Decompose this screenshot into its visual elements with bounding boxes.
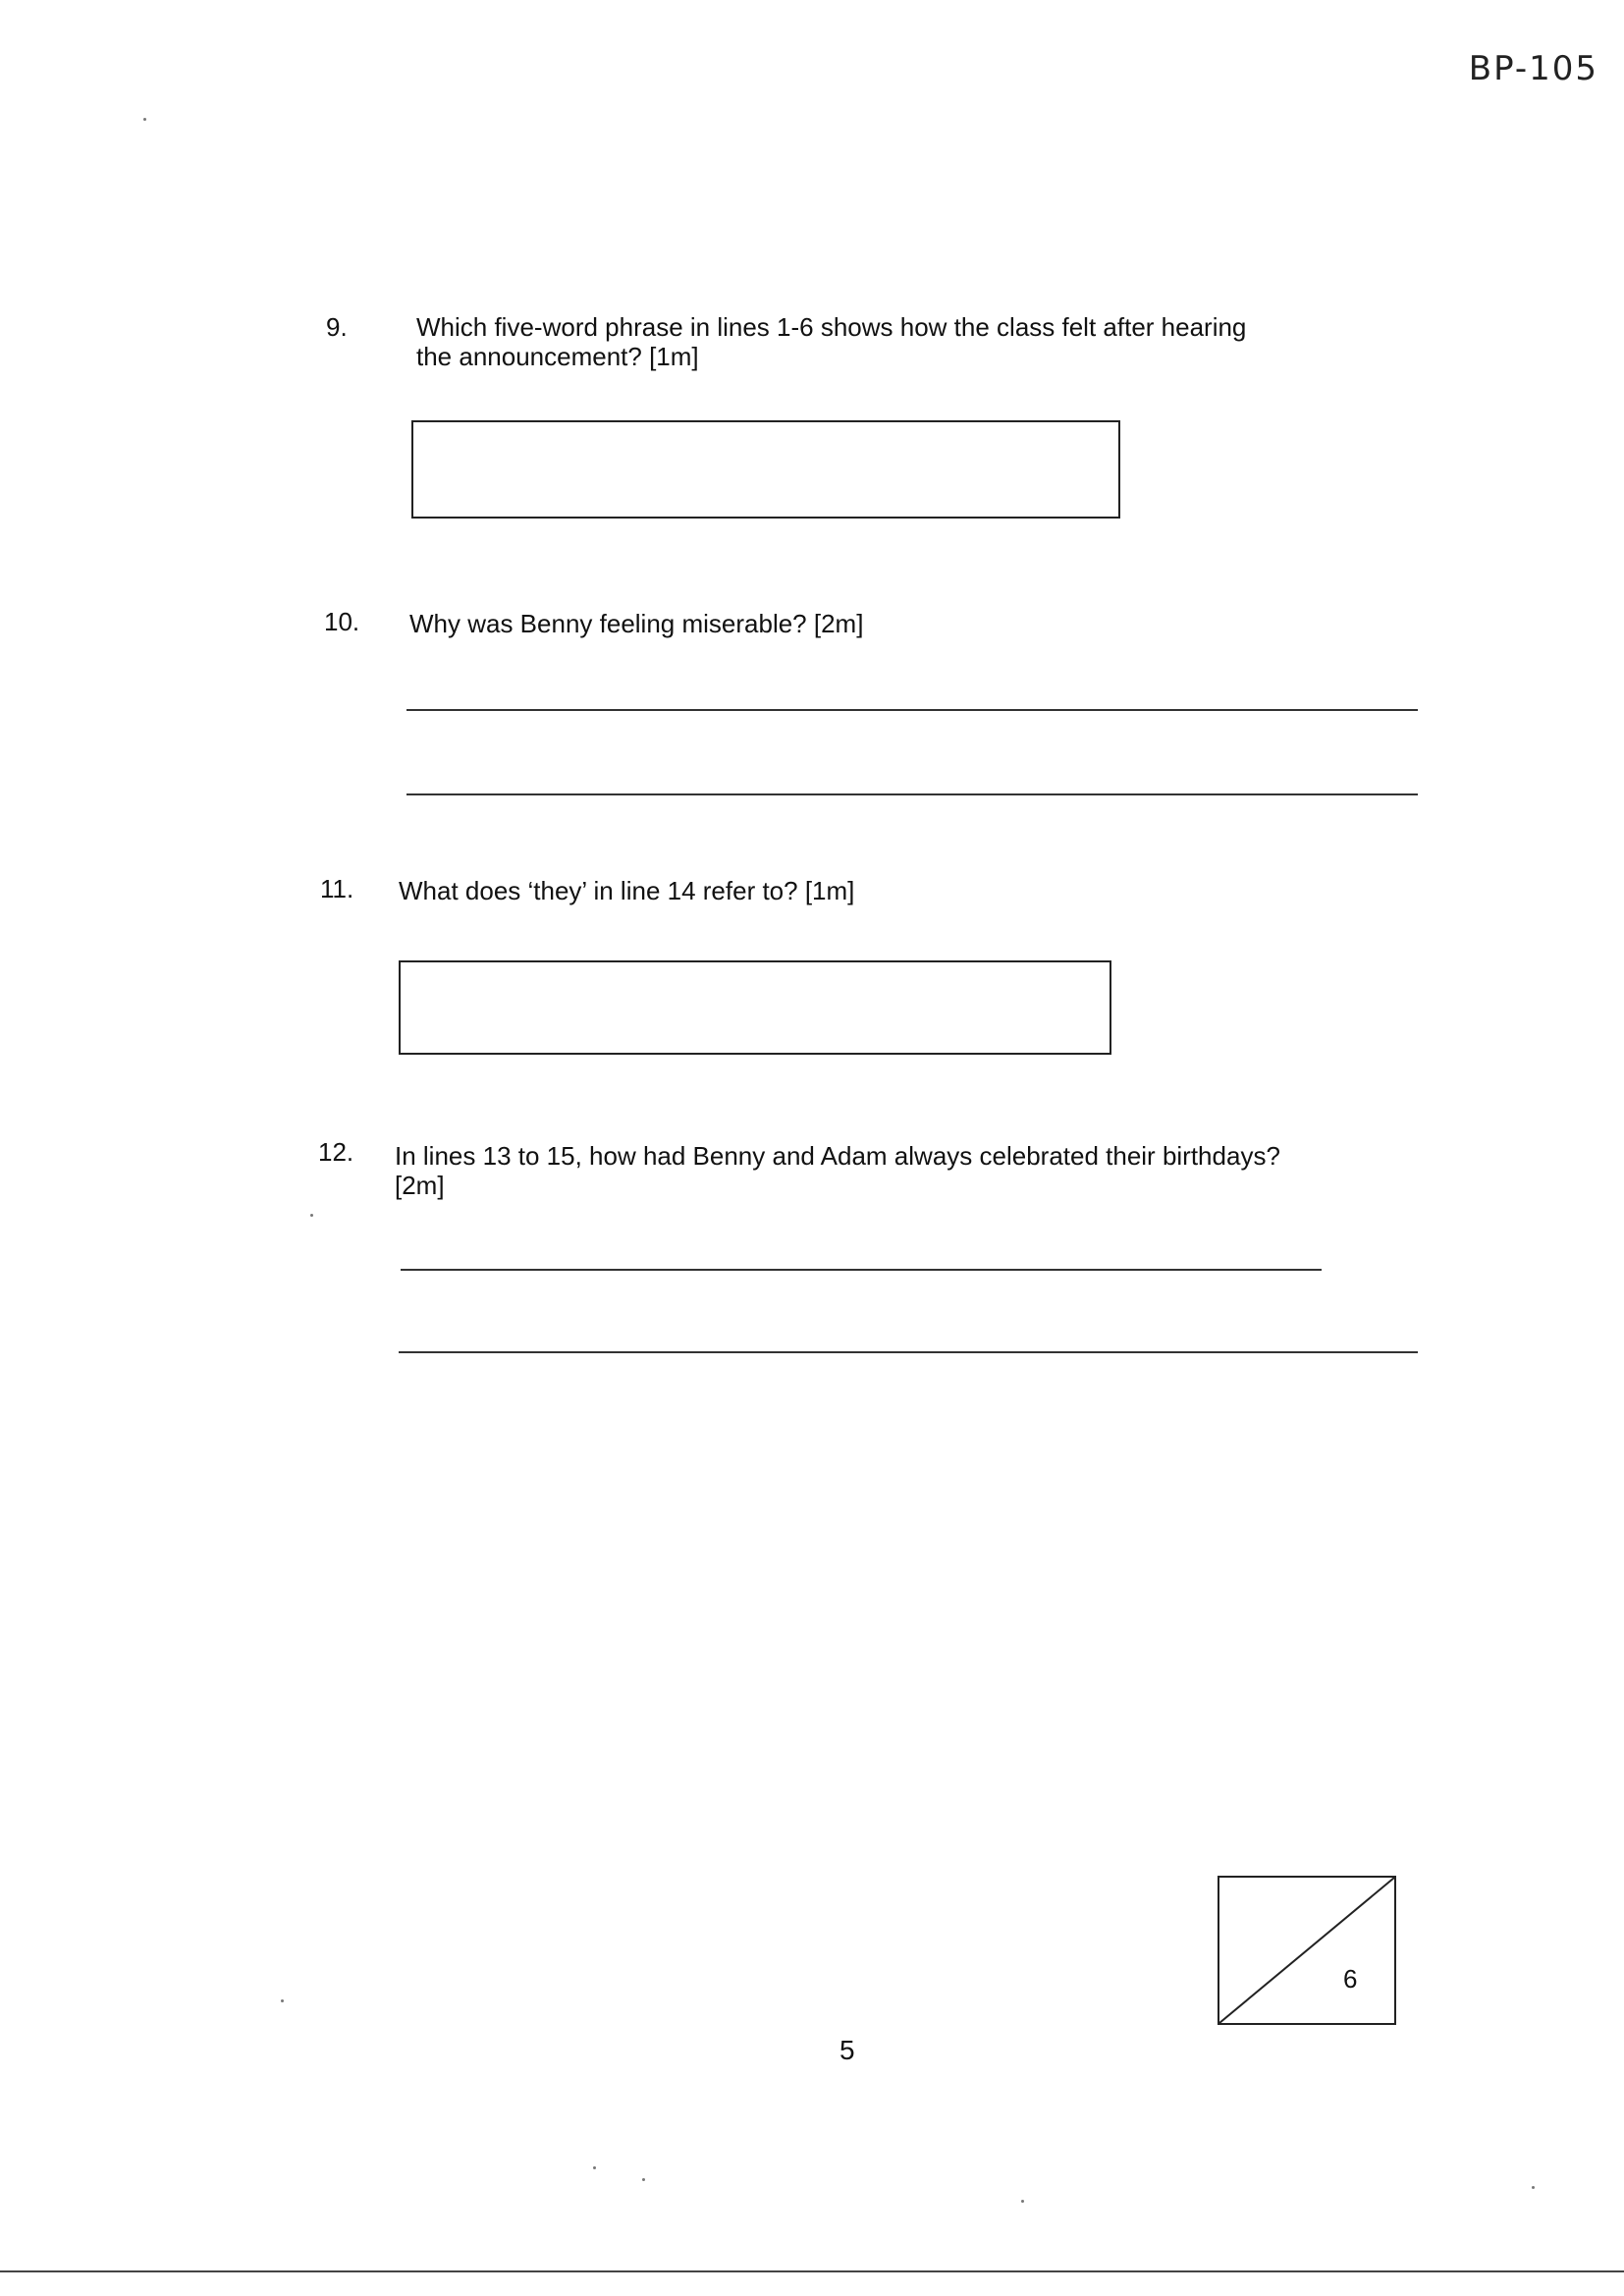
question-12-answer-line-2[interactable]: [399, 1351, 1418, 1353]
scan-speck: [1532, 2186, 1535, 2189]
question-10-text-line1: Why was Benny feeling miserable? [2m]: [409, 609, 864, 638]
bottom-rule: [0, 2270, 1624, 2272]
question-9-text-line2: the announcement? [1m]: [416, 342, 699, 371]
score-total: 6: [1343, 1964, 1358, 1994]
page-number: 5: [839, 2035, 855, 2065]
question-10-number: 10.: [324, 607, 360, 636]
question-9-answer-box[interactable]: [411, 420, 1120, 519]
scan-speck: [593, 2166, 596, 2169]
scan-speck: [642, 2178, 645, 2181]
page-code: BP-105: [1468, 49, 1598, 88]
question-11-number: 11.: [320, 874, 354, 903]
question-9-text: [416, 312, 1246, 371]
question-10-text: [409, 609, 863, 638]
score-box-diagonal: [1218, 1876, 1396, 2025]
question-12-number: 12.: [318, 1137, 354, 1167]
question-11-answer-box[interactable]: [399, 960, 1111, 1055]
scan-speck: [281, 1999, 284, 2002]
question-9-number: 9.: [326, 312, 348, 342]
scan-speck: [310, 1214, 313, 1217]
question-12-text: [395, 1141, 1280, 1200]
question-11-text-line1: What does ‘they’ in line 14 refer to? [1m]: [399, 876, 855, 905]
question-10-answer-line-2[interactable]: [406, 793, 1418, 795]
question-12-text-line2: [2m]: [395, 1171, 445, 1200]
question-11-text: [399, 876, 854, 905]
score-box: [1218, 1876, 1396, 2025]
scan-speck: [143, 118, 146, 121]
scan-speck: [1021, 2200, 1024, 2203]
question-10-answer-line-1[interactable]: [406, 709, 1418, 711]
question-12-text-line1: In lines 13 to 15, how had Benny and Adam always celebrated their birthdays?: [395, 1141, 1280, 1171]
question-9-text-line1: Which five-word phrase in lines 1-6 shows how the class felt after hearing: [416, 312, 1247, 342]
question-12-answer-line-1[interactable]: [401, 1269, 1322, 1271]
